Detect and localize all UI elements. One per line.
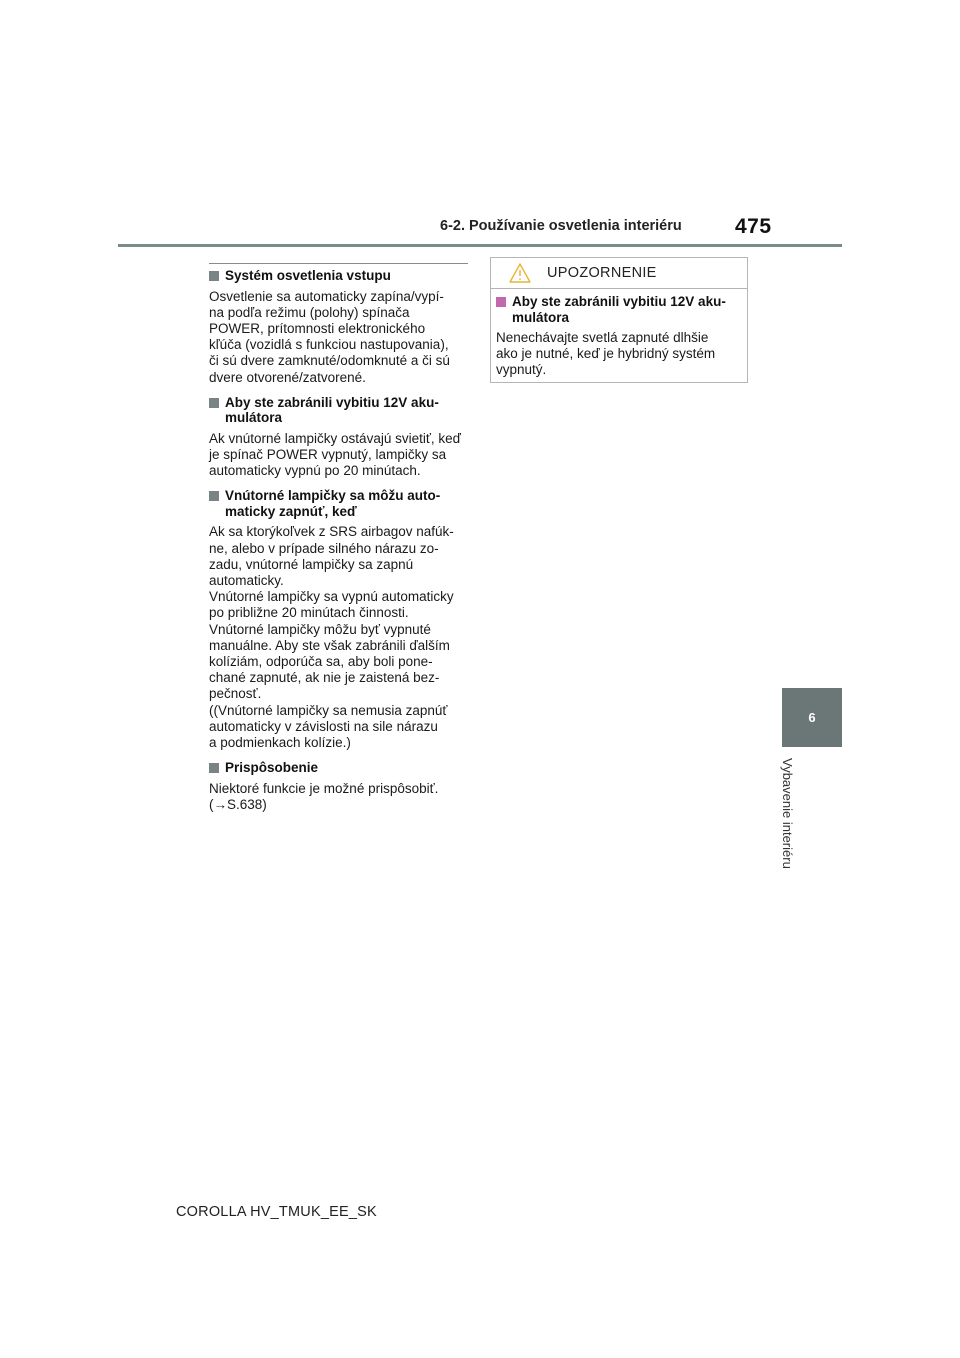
warning-content xyxy=(491,289,747,379)
section-body: Niektoré funkcie je možné prispôsobiť. (→S.638) xyxy=(209,781,468,813)
page-number: 475 xyxy=(735,215,772,238)
warning-body: Nenechávajte svetlá zapnuté dlhšie ako je nutné, keď je hybridný systém vypnutý. xyxy=(496,330,716,378)
page-header-title: 6-2. Používanie osvetlenia interiéru xyxy=(440,218,682,234)
square-bullet-icon xyxy=(209,398,219,408)
section-heading: Vnútorné lampičky sa môžu auto- maticky zapnúť, keď xyxy=(209,488,468,519)
warning-header xyxy=(491,258,747,289)
section-battery-discharge xyxy=(209,395,468,480)
section-body: Osvetlenie sa automaticky zapína/vypí- na podľa režimu (polohy) spínača POWER, prítomnosti elektronického kľúča (vozidlá s funkciou nastupovania), či sú dvere zamknuté/odomknuté a či sú dvere otvorené/zatvorené. xyxy=(209,288,450,385)
header-divider xyxy=(118,244,842,247)
warning-title: UPOZORNENIE xyxy=(547,265,657,281)
warning-box xyxy=(490,257,748,383)
warning-heading: Aby ste zabránili vybitiu 12V aku- mulátora xyxy=(496,294,741,325)
footer-doc-code: COROLLA HV_TMUK_EE_SK xyxy=(176,1204,377,1220)
section-heading: Systém osvetlenia vstupu xyxy=(209,268,468,284)
section-customization xyxy=(209,760,468,813)
square-bullet-icon xyxy=(496,297,506,307)
section-body: Ak sa ktorýkoľvek z SRS airbagov nafúk- ne, alebo v prípade silného nárazu zo- zadu, vnútorné lampičky sa zapnú automaticky. Vnútorné lampičky sa vypnú automaticky po približne 20 minútach činnosti. Vnútorné lampičky môžu byť vypnuté manuálne. Aby ste však zabránili ďalším kolíziám, odporúča sa, aby boli pone- chané zapnuté, ak nie je zaistená bez- pečnosť. ((Vnútorné lampičky sa nemusia zapnúť automaticky v závislosti na sile nárazu a podmienkach kolízie.) xyxy=(209,524,454,750)
column-divider xyxy=(209,263,468,264)
warning-triangle-icon xyxy=(509,263,531,283)
square-bullet-icon xyxy=(209,271,219,281)
section-heading: Prispôsobenie xyxy=(209,760,468,776)
chapter-number: 6 xyxy=(808,710,816,725)
section-body: Ak vnútorné lampičky ostávajú svietiť, keď je spínač POWER vypnutý, lampičky sa automaticky vypnú po 20 minútach. xyxy=(209,430,461,479)
main-text-column xyxy=(209,268,468,822)
page-reference-link[interactable]: (→S.638) xyxy=(209,796,267,812)
section-auto-on xyxy=(209,488,468,751)
chapter-tab[interactable] xyxy=(782,688,842,747)
chapter-label: Vybavenie interiéru xyxy=(780,758,795,869)
square-bullet-icon xyxy=(209,491,219,501)
section-heading: Aby ste zabránili vybitiu 12V aku- mulátora xyxy=(209,395,468,426)
square-bullet-icon xyxy=(209,763,219,773)
section-entry-lighting xyxy=(209,268,468,386)
